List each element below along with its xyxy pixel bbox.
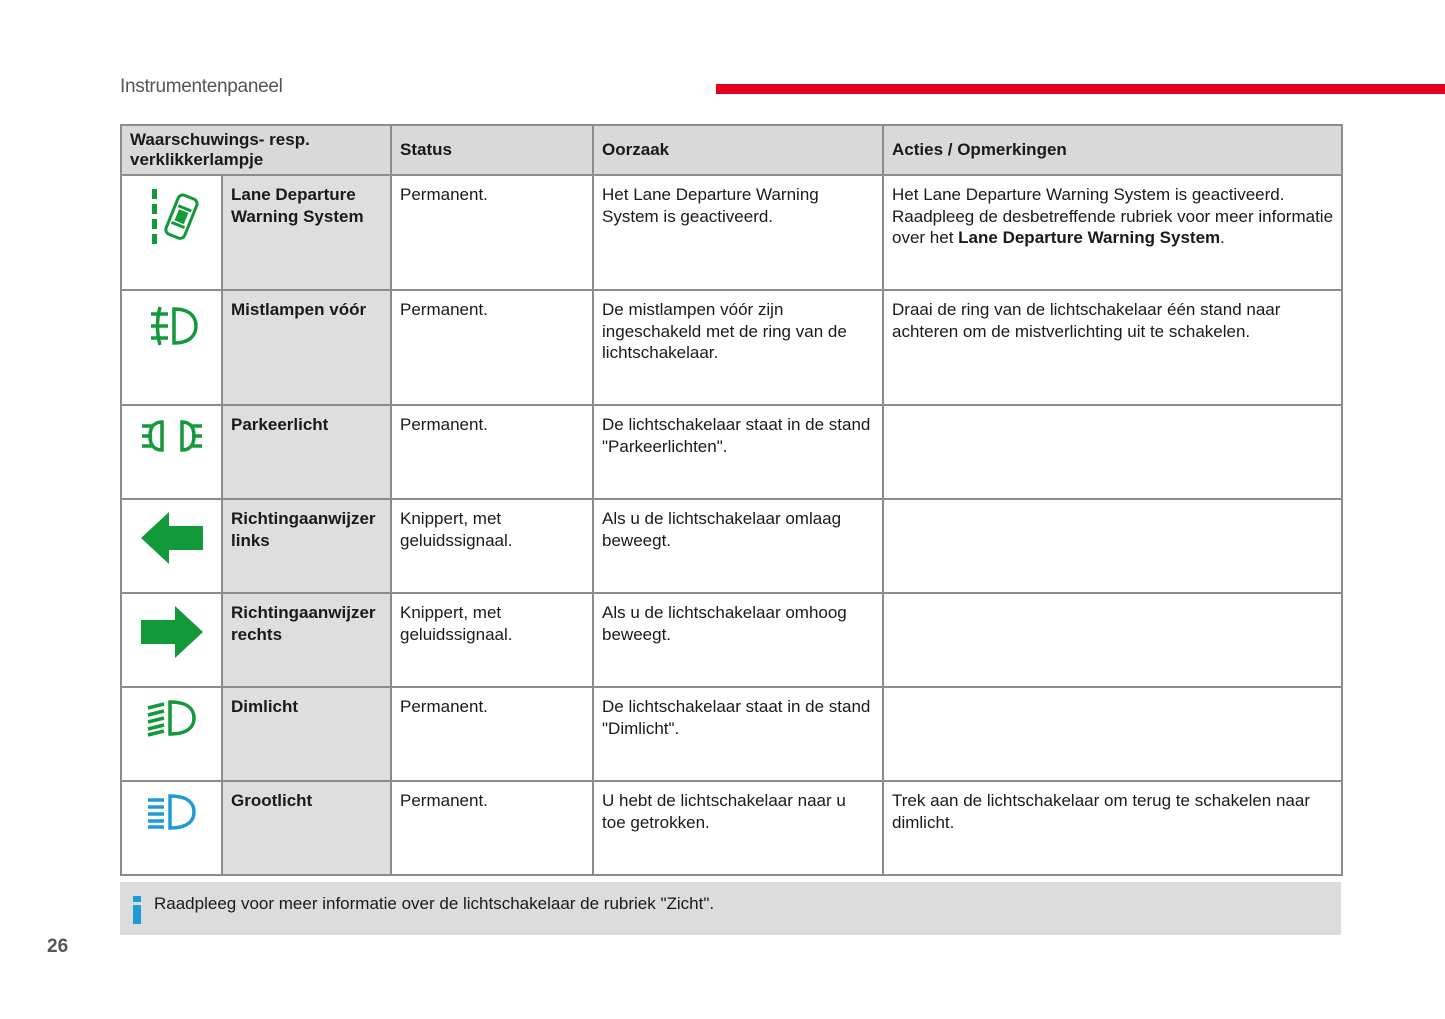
lamp-name: Grootlicht	[222, 781, 391, 875]
lamp-action	[883, 175, 1342, 290]
table-row	[121, 405, 1342, 499]
parking-light-icon	[140, 416, 204, 456]
right-arrow-icon	[139, 604, 205, 660]
lane-departure-icon	[142, 186, 202, 246]
column-header-cause: Oorzaak	[593, 125, 883, 175]
lamp-name: Parkeerlicht	[222, 405, 391, 499]
lamp-action-text: Het Lane Departure Warning System is geactiveerd. Raadpleeg de desbetreffende rubriek voor meer informatie over het	[892, 185, 1334, 247]
column-header-actions: Acties / Opmerkingen	[883, 125, 1342, 175]
main-beam-icon	[144, 792, 200, 832]
lamp-icon-cell	[121, 175, 222, 290]
section-title: Instrumentenpaneel	[120, 76, 283, 97]
lamp-cause: De lichtschakelaar staat in de stand "Dimlicht".	[593, 687, 883, 781]
lamp-status: Permanent.	[391, 687, 593, 781]
lamp-status: Permanent.	[391, 781, 593, 875]
header-accent-bar	[716, 84, 1445, 94]
lamp-cause: Als u de lichtschakelaar omlaag beweegt.	[593, 499, 883, 593]
lamp-name: Dimlicht	[222, 687, 391, 781]
left-arrow-icon	[139, 510, 205, 566]
column-header-lamp: Waarschuwings- resp. verklikkerlampje	[121, 125, 391, 175]
lamp-action	[883, 499, 1342, 593]
table-row	[121, 175, 1342, 290]
lamp-name: Richtingaanwijzer rechts	[222, 593, 391, 687]
page-number: 26	[47, 936, 69, 957]
column-header-status: Status	[391, 125, 593, 175]
table-row	[121, 290, 1342, 405]
lamp-cause: De lichtschakelaar staat in de stand "Parkeerlichten".	[593, 405, 883, 499]
lamp-name: Mistlampen vóór	[222, 290, 391, 405]
table-row	[121, 499, 1342, 593]
table-row	[121, 781, 1342, 875]
info-text: Raadpleeg voor meer informatie over de lichtschakelaar de rubriek "Zicht".	[154, 894, 715, 913]
lamp-icon-cell	[121, 499, 222, 593]
lamp-action	[883, 593, 1342, 687]
lamp-action	[883, 687, 1342, 781]
lamp-cause: U hebt de lichtschakelaar naar u toe getrokken.	[593, 781, 883, 875]
table-row	[121, 687, 1342, 781]
lamp-icon-cell	[121, 687, 222, 781]
table-header-row	[121, 125, 1342, 175]
table-row	[121, 593, 1342, 687]
lamp-icon-cell	[121, 290, 222, 405]
lamp-action	[883, 405, 1342, 499]
lamp-icon-cell	[121, 781, 222, 875]
lamp-status: Permanent.	[391, 405, 593, 499]
lamp-action: Trek aan de lichtschakelaar om terug te schakelen naar dimlicht.	[883, 781, 1342, 875]
lamp-action-end: .	[1220, 228, 1225, 247]
lamp-cause: Als u de lichtschakelaar omhoog beweegt.	[593, 593, 883, 687]
info-icon	[132, 896, 142, 924]
lamp-name: Lane Departure Warning System	[222, 175, 391, 290]
lamp-cause: Het Lane Departure Warning System is geactiveerd.	[593, 175, 883, 290]
warning-lamps-table	[120, 124, 1343, 876]
lamp-action-bold: Lane Departure Warning System	[958, 228, 1221, 247]
front-fog-lamp-icon	[142, 301, 202, 351]
lamp-name: Richtingaanwijzer links	[222, 499, 391, 593]
lamp-status: Knippert, met geluidssignaal.	[391, 499, 593, 593]
lamp-status: Knippert, met geluidssignaal.	[391, 593, 593, 687]
lamp-icon-cell	[121, 405, 222, 499]
lamp-status: Permanent.	[391, 175, 593, 290]
lamp-status: Permanent.	[391, 290, 593, 405]
dipped-beam-icon	[144, 698, 200, 738]
info-box	[120, 882, 1341, 935]
lamp-action: Draai de ring van de lichtschakelaar één stand naar achteren om de mistverlichting uit te schakelen.	[883, 290, 1342, 405]
lamp-icon-cell	[121, 593, 222, 687]
lamp-cause: De mistlampen vóór zijn ingeschakeld met de ring van de lichtschakelaar.	[593, 290, 883, 405]
